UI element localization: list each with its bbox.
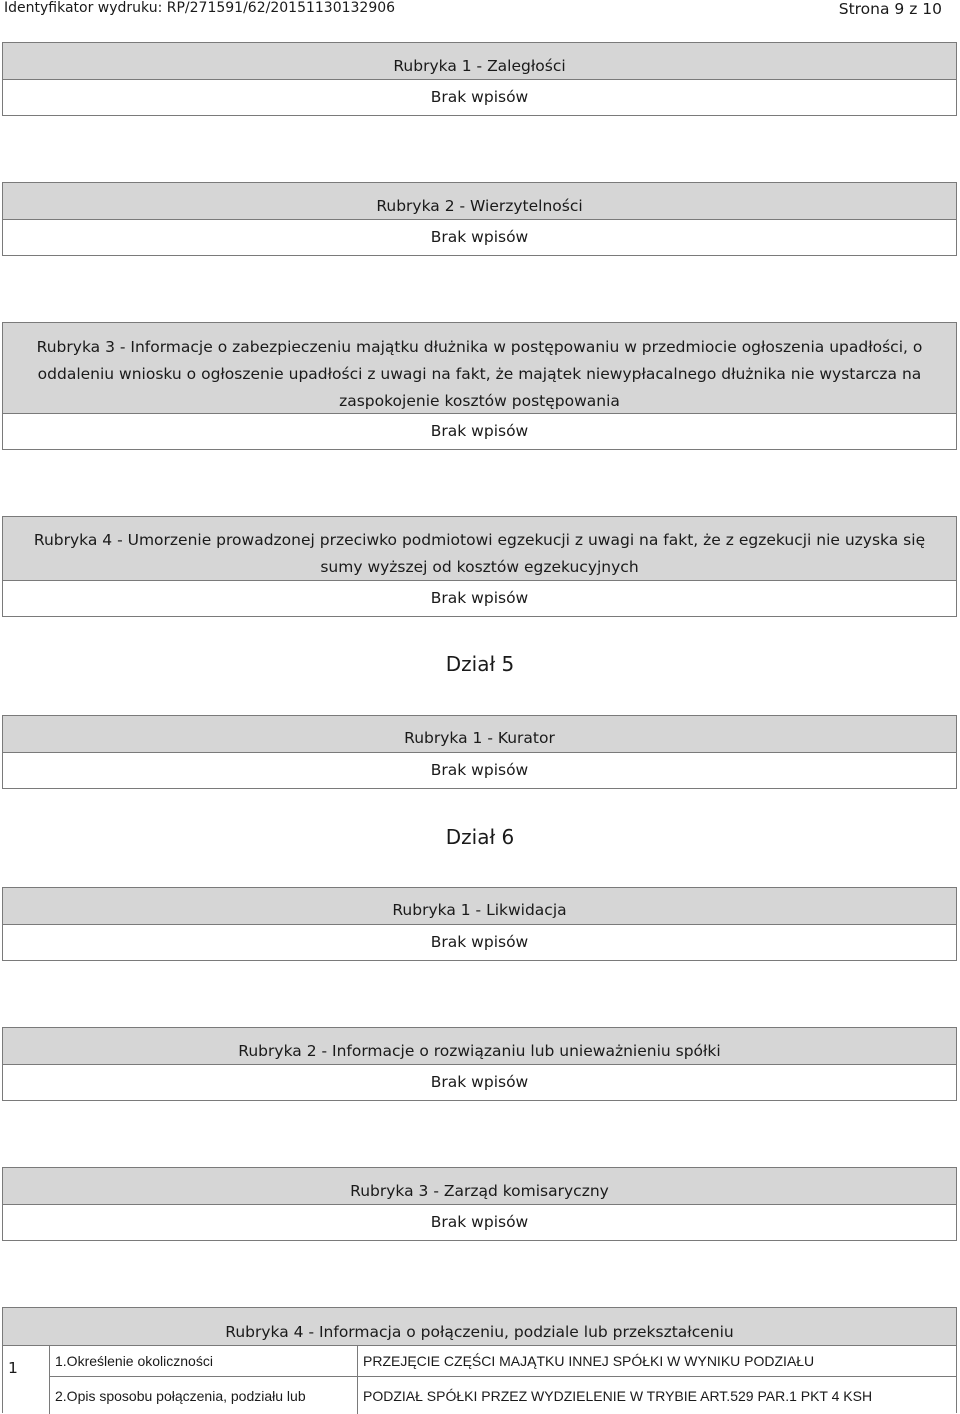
- section-title: Rubryka 3 - Informacje o zabezpieczeniu majątku dłużnika w postępowaniu w przedmiocie ogłoszenia upadłości, o oddaleniu wniosku o ogłoszenie upadłości z uwagi na fakt, że majątek niewypłacalnego dłużnika nie wystarcza na zaspokojenie kosztów postępowania: [3, 323, 956, 414]
- section-rozwiazanie-spolki: [2, 1027, 957, 1101]
- dzial-6-heading: Dział 6: [445, 825, 515, 849]
- section-body: Brak wpisów: [3, 1065, 956, 1100]
- dzial-5-heading: Dział 5: [445, 652, 515, 676]
- section-zaleglosci: [2, 42, 957, 116]
- field-label: 1.Określenie okoliczności: [50, 1346, 358, 1377]
- section-polaczenie-podzial: [2, 1307, 957, 1413]
- section-body: Brak wpisów: [3, 414, 956, 449]
- page-number: Strona 9 z 10: [838, 0, 942, 18]
- section-zarzad-komisaryczny: [2, 1167, 957, 1241]
- print-header: [4, 0, 942, 20]
- section-body: Brak wpisów: [3, 753, 956, 788]
- section-wierzytelnosci: [2, 182, 957, 256]
- section-title: Rubryka 3 - Zarząd komisaryczny: [3, 1168, 956, 1205]
- print-identifier: Identyfikator wydruku: RP/271591/62/20151130132906: [4, 0, 396, 16]
- section-title: Rubryka 4 - Informacja o połączeniu, podziale lub przekształceniu: [3, 1308, 956, 1346]
- section-body: Brak wpisów: [3, 1205, 956, 1240]
- section-title: Rubryka 1 - Zaległości: [3, 43, 956, 80]
- section-body: Brak wpisów: [3, 220, 956, 255]
- section-zabezpieczenie-majatku: [2, 322, 957, 450]
- section-body: Brak wpisów: [3, 581, 956, 616]
- field-value: PRZEJĘCIE CZĘŚCI MAJĄTKU INNEJ SPÓŁKI W WYNIKU PODZIAŁU: [358, 1346, 956, 1377]
- section-umorzenie-egzekucji: [2, 516, 957, 617]
- field-value: PODZIAŁ SPÓŁKI PRZEZ WYDZIELENIE W TRYBIE ART.529 PAR.1 PKT 4 KSH: [363, 1388, 873, 1404]
- section-title: Rubryka 2 - Wierzytelności: [3, 183, 956, 220]
- section-title: Rubryka 1 - Likwidacja: [3, 888, 956, 925]
- section-likwidacja: [2, 887, 957, 961]
- section-body: Brak wpisów: [3, 925, 956, 960]
- section-title: Rubryka 4 - Umorzenie prowadzonej przeciwko podmiotowi egzekucji z uwagi na fakt, że z egzekucji nie uzyska się sumy wyższej od kosztów egzekucyjnych: [3, 517, 956, 581]
- section-body: Brak wpisów: [3, 80, 956, 115]
- entry-number: 1: [3, 1346, 50, 1414]
- field-label: 2.Opis sposobu połączenia, podziału lub: [50, 1377, 358, 1414]
- section-title: Rubryka 1 - Kurator: [3, 716, 956, 753]
- section-title: Rubryka 2 - Informacje o rozwiązaniu lub unieważnieniu spółki: [3, 1028, 956, 1065]
- section-kurator: [2, 715, 957, 789]
